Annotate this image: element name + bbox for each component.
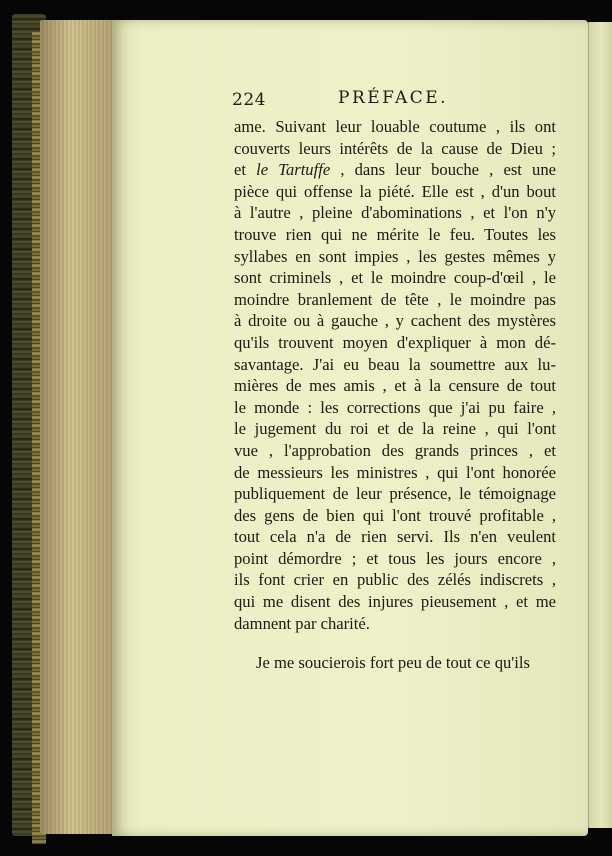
text-line: trouve rien qui ne mérite le feu. Toutes les bbox=[234, 224, 556, 244]
text-line: tout cela n'a de rien servi. Ils n'en veulent bbox=[234, 527, 556, 547]
text-line: sont criminels , et le moindre coup-d'œil , le bbox=[234, 268, 556, 288]
paragraph-2-line: Je me soucierois fort peu de tout ce qu'ils bbox=[256, 653, 530, 673]
text-line: le monde : les corrections que j'ai pu faire , bbox=[234, 397, 556, 417]
text-line: qui me disent des injures pieusement , et me bbox=[234, 592, 556, 612]
running-head bbox=[232, 88, 562, 112]
text-line: ame. Suivant leur louable coutume , ils ont bbox=[234, 117, 556, 136]
page-edges bbox=[40, 20, 118, 834]
text-line: et le Tartuffe , dans leur bouche , est une bbox=[234, 160, 557, 180]
facing-page-edge bbox=[588, 22, 612, 828]
text-line: savantage. J'ai eu beau la soumettre aux lu- bbox=[234, 354, 556, 374]
text-line: le jugement du roi et de la reine , qui l'ont bbox=[234, 419, 556, 439]
text-line: mières de mes amis , et à la censure de tout bbox=[234, 376, 556, 396]
text-line: à l'autre , pleine d'abominations , et l'on n'y bbox=[234, 203, 556, 223]
text-line: point démordre ; et tous les jours encore , bbox=[234, 548, 556, 568]
text-line: moindre branlement de tête , le moindre pas bbox=[234, 289, 556, 309]
play-title-italic: le Tartuffe bbox=[256, 160, 331, 180]
text-line: syllabes en sont impies , les gestes mêmes y bbox=[234, 246, 556, 266]
text-line: ils font crier en public des zélés indiscrets , bbox=[234, 570, 556, 590]
text-line: de messieurs les ministres , qui l'ont honorée bbox=[234, 462, 556, 482]
text-line: des gens de bien qui l'ont trouvé profitable , bbox=[234, 505, 556, 525]
running-title: PRÉFACE. bbox=[338, 88, 449, 108]
text-line: vue , l'approbation des grands princes , et bbox=[234, 440, 556, 460]
body-text bbox=[234, 116, 556, 674]
page-number: 224 bbox=[232, 90, 266, 110]
text-line: qu'ils trouvent moyen d'expliquer à mon dé- bbox=[234, 332, 556, 352]
text-line: couverts leurs intérêts de la cause de Dieu ; bbox=[234, 138, 556, 158]
paragraph-1 bbox=[234, 116, 556, 634]
text-line: damnent par charité. bbox=[234, 613, 370, 633]
text-line: pièce qui offense la piété. Elle est , d'un bout bbox=[234, 181, 556, 201]
text-line: à droite ou à gauche , y cachent des mystères bbox=[234, 311, 556, 331]
paragraph-gap bbox=[234, 634, 556, 652]
text-line: publiquement de leur présence, le témoignage bbox=[234, 484, 556, 504]
